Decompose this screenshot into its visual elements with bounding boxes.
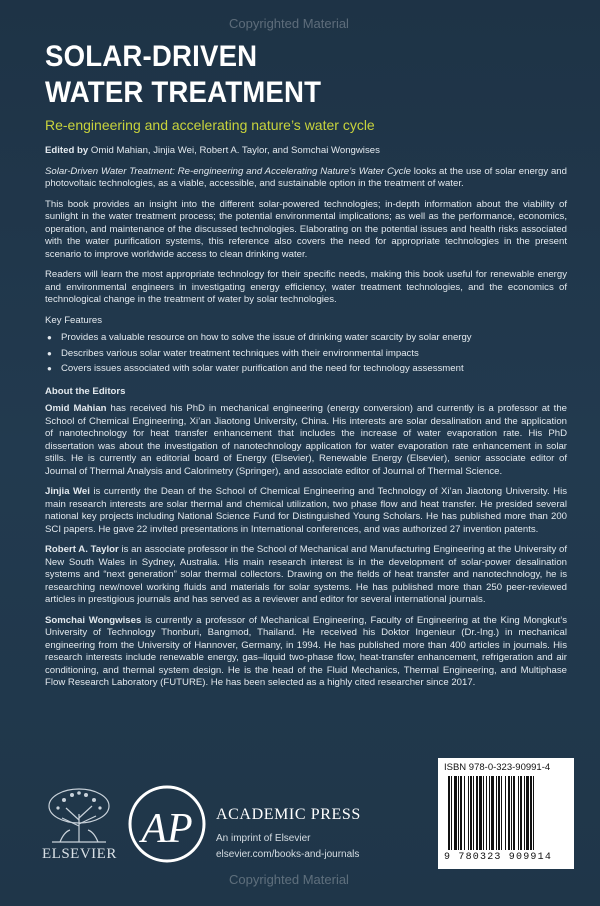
editor-bio-text: has received his PhD in mechanical engineering (energy conversion) and currently is a professor at the School of Chemical Engineering, Xi’an Jiaotong University, China. His interests are solar desalination and the application of nanotechnology for heat transfer enhancement that includes the increase of water evaporation rate. His PhD dissertation was about the investigation of nanotechnology application for water evaporation rate enhancement in solar stills. He is currently an editorial board of Energy (Elsevier), Renewable Energy (Elsevier), senior associate editor of Journal of Thermal Analysis and Calorimetry (Springer), and associate editor of Journal of Thermal Science.	[45, 403, 568, 477]
intro-paragraph	[45, 166, 567, 191]
editor-name: Omid Mahian	[45, 403, 107, 414]
intro-rest: looks at the use of solar energy and photovoltaic technologies, as a viable, accessible, and sustainable option in the treatment of water.	[45, 165, 567, 189]
edited-by-label: Edited by	[45, 145, 89, 156]
watermark-bottom: Copyrighted Material	[229, 872, 349, 887]
book-subtitle: Re-engineering and accelerating nature’s water cycle	[45, 117, 375, 133]
book-title	[45, 39, 321, 111]
book-title-line1: SOLAR-DRIVEN	[45, 40, 258, 73]
about-editors-heading: About the Editors	[45, 385, 126, 397]
editors-line	[45, 145, 567, 158]
paragraph-3: Readers will learn the most appropriate technology for their specific needs, making this book useful for renewable energy and environmental engineers in investigating energy efficiency, water treatment technologies, and the economics of technological change in the treatment of water by solar technologies.	[45, 269, 567, 305]
editors-names: Omid Mahian, Jinjia Wei, Robert A. Taylor, and Somchai Wongwises	[90, 145, 380, 156]
book-title-line2: WATER TREATMENT	[45, 76, 322, 109]
isbn-label: ISBN 978-0-323-90991-4	[444, 762, 551, 773]
key-features-list	[45, 332, 567, 376]
elsevier-wordmark: ELSEVIER	[42, 846, 117, 862]
watermark-top: Copyrighted Material	[229, 16, 349, 31]
publisher-url: elsevier.com/books-and-journals	[216, 849, 360, 860]
elsevier-tree-icon	[42, 786, 116, 844]
editor-bio	[45, 403, 567, 478]
svg-text:AP: AP	[141, 806, 193, 852]
editor-bio-text: is currently a professor of Mechanical Engineering, Faculty of Engineering at the King Mongkut’s University of Technology Thonburi, Bangmod, Thailand. He received his Doktor Ingenieur (Dr.-Ing.) in mechanical engineering from the University of Hannover, Germany, in 1994. He has published more than 400 articles in journals. His research interests include renewable energy, gas–liquid two-phase flow, heat-transfer enhancement, refrigeration and air conditioning, and thermal system design. He is the head of the Fluid Mechanics, Thermal Engineering, and Multiphase Flow Research Laboratory (FUTURE). He has been selected as a highly cited researcher since 2017.	[45, 614, 568, 688]
editor-bio	[45, 486, 567, 536]
editor-name: Robert A. Taylor	[45, 544, 119, 555]
academic-press-logo-icon	[126, 778, 208, 870]
editor-bio-text: is currently the Dean of the School of Chemical Engineering and Technology of Xi’an Jiaotong University. His main research interests are solar thermal and chemical utilization, two phase flow and heat transfer. He presided several national key projects including National Science Fund for Distinguished Young Scholars. He has published more than 200 SCI papers. He gave 22 invited presentations in International conferences, and was authorized 27 invention patents.	[45, 486, 568, 535]
barcode-number: 9 780323 909914	[444, 852, 553, 863]
intro-book-title: Solar-Driven Water Treatment: Re-engineering and Accelerating Nature’s Water Cycle	[45, 165, 411, 177]
editor-bio	[45, 544, 567, 607]
editor-name: Somchai Wongwises	[45, 614, 142, 626]
key-feature-item: ● Describes various solar water treatment techniques with their environmental impacts	[45, 348, 567, 361]
key-feature-item: ● Provides a valuable resource on how to solve the issue of drinking water scarcity by solar energy	[45, 332, 567, 345]
editor-bio	[45, 615, 567, 690]
editor-bio-text: is an associate professor in the School of Mechanical and Manufacturing Engineering at the University of New South Wales in Sydney, Australia. His main research interest is in the development of solar-power desalination systems and “next generation” solar thermal collectors. Drawing on the fields of heat transfer and nanotechnology, he is researching new/novel working fluids and materials for solar systems. He has published more than 250 peer-reviewed articles in prestigious journals and has served as a reviewer and editor for several international journals.	[45, 544, 567, 605]
key-features-title: Key Features	[45, 314, 103, 326]
imprint-text: An imprint of Elsevier	[216, 833, 311, 844]
description-body	[45, 145, 567, 698]
paragraph-2: This book provides an insight into the different solar-powered technologies; in-depth information about the viability of sunlight in the water treatment process; the potential environmental implications; as well as the performance, economics, operation, and maintenance of the discussed technologies. Elaborating on the potential issues and health risks associated with the water purification systems, this reference also covers the need for appropriate technologies in the present scenario to improve worldwide access to clean drinking water.	[45, 198, 567, 260]
academic-press-name: ACADEMIC PRESS	[216, 806, 361, 823]
editor-name: Jinjia Wei	[45, 486, 90, 497]
barcode-icon	[446, 776, 570, 852]
key-feature-item: ● Covers issues associated with solar water purification and the need for technology assessment	[45, 363, 567, 376]
